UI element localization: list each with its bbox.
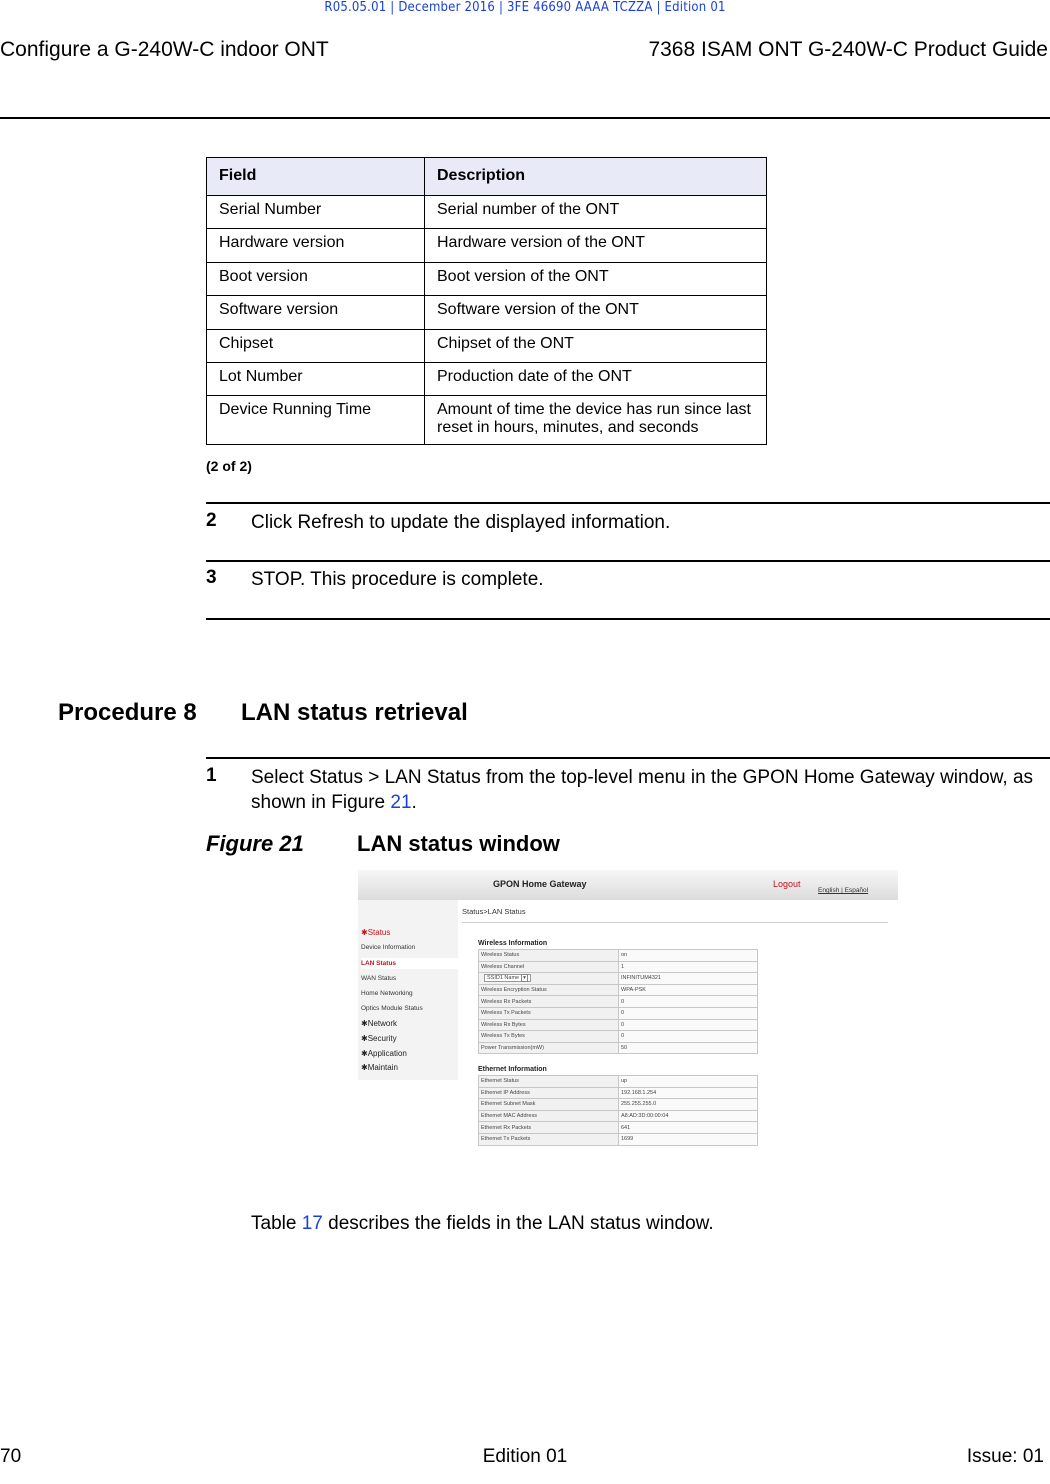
- step-rule: [206, 618, 1050, 620]
- menu-status[interactable]: [361, 928, 390, 937]
- field-description-table: [206, 157, 767, 445]
- table-row: [479, 1007, 758, 1019]
- table-reference-paragraph: [251, 1213, 714, 1235]
- ssid-select-cell: [479, 973, 619, 985]
- table-row: [207, 362, 767, 395]
- menu-network-label: Network: [367, 1019, 398, 1028]
- wireless-value: 50: [619, 1042, 758, 1054]
- menu-optics-module-status[interactable]: Optics Module Status: [361, 1005, 423, 1012]
- footer-issue: Issue: 01: [966, 1446, 1044, 1467]
- ethernet-section-title: Ethernet Information: [478, 1066, 547, 1073]
- ssid-select-value: SSID1 Name: [487, 975, 520, 982]
- table-row: [479, 1099, 758, 1111]
- edition-watermark: R05.05.01 | December 2016 | 3FE 46690 AAAA TCZZA | Edition 01: [324, 0, 726, 15]
- wireless-key: Power Transmission(mW): [479, 1042, 619, 1054]
- ethernet-key: Ethernet IP Address: [479, 1087, 619, 1099]
- wireless-value: 0: [619, 996, 758, 1008]
- wireless-key: Wireless Rx Bytes: [479, 1019, 619, 1031]
- wireless-key: Wireless Tx Packets: [479, 1007, 619, 1019]
- running-header-left: Configure a G-240W-C indoor ONT: [0, 38, 329, 61]
- table-cell-field: Device Running Time: [207, 396, 425, 445]
- figure-title: LAN status window: [357, 831, 560, 856]
- menu-expand-icon: ✱: [361, 1063, 368, 1072]
- lan-status-screenshot: [358, 870, 898, 1150]
- step-number: 1: [206, 765, 217, 786]
- gateway-title-bar: [358, 870, 898, 900]
- wireless-value: WPA-PSK: [619, 984, 758, 996]
- wireless-value: 0: [619, 1031, 758, 1043]
- table-cell-description: Hardware version of the ONT: [425, 229, 767, 262]
- ethernet-info-table: [478, 1075, 758, 1146]
- menu-expand-icon: ✱: [361, 1034, 368, 1043]
- menu-wan-status[interactable]: WAN Status: [361, 975, 397, 982]
- logout-link[interactable]: Logout: [773, 879, 801, 889]
- step-rule: [206, 757, 1050, 759]
- step-text: [251, 765, 1050, 815]
- table-row: [479, 961, 758, 973]
- wireless-value: INFINITUM4321: [619, 973, 758, 985]
- gateway-app-title: GPON Home Gateway: [493, 879, 587, 889]
- table-cell-description: Boot version of the ONT: [425, 262, 767, 295]
- ethernet-key: Ethernet Tx Packets: [479, 1133, 619, 1145]
- table-continuation: (2 of 2): [206, 458, 252, 474]
- ethernet-value: 641: [619, 1122, 758, 1134]
- wireless-key: Wireless Encryption Status: [479, 984, 619, 996]
- running-header-right: 7368 ISAM ONT G-240W-C Product Guide: [648, 38, 1048, 61]
- step-text-end: .: [411, 792, 417, 813]
- table-cell-field: Chipset: [207, 329, 425, 362]
- step-text: Click Refresh to update the displayed information.: [251, 512, 671, 533]
- table-cell-description: Production date of the ONT: [425, 362, 767, 395]
- menu-status-label: Status: [367, 928, 391, 937]
- header-rule: [0, 117, 1050, 119]
- ethernet-key: Ethernet Rx Packets: [479, 1122, 619, 1134]
- page-number: 70: [0, 1446, 22, 1467]
- table-row: [479, 984, 758, 996]
- table-link[interactable]: 17: [301, 1213, 323, 1234]
- wireless-key: Wireless Channel: [479, 961, 619, 973]
- table-row: [207, 329, 767, 362]
- menu-device-information[interactable]: Device Information: [361, 944, 416, 951]
- ssid-select[interactable]: [484, 974, 531, 982]
- table-cell-field: Serial Number: [207, 196, 425, 229]
- menu-security-label: Security: [367, 1034, 397, 1043]
- table-cell-description: Serial number of the ONT: [425, 196, 767, 229]
- table-cell-description: Software version of the ONT: [425, 296, 767, 329]
- ethernet-value: 1699: [619, 1133, 758, 1145]
- ethernet-value: 192.168.1.254: [619, 1087, 758, 1099]
- step-number: 3: [206, 567, 217, 588]
- table-row: [479, 1122, 758, 1134]
- table-header-field: Field: [207, 158, 425, 196]
- menu-home-networking[interactable]: Home Networking: [361, 990, 413, 997]
- menu-application[interactable]: [361, 1049, 407, 1058]
- wireless-value: 1: [619, 961, 758, 973]
- table-row: [479, 1076, 758, 1088]
- table-row: [207, 196, 767, 229]
- table-cell-field: Boot version: [207, 262, 425, 295]
- wireless-value: on: [619, 950, 758, 962]
- menu-expand-icon: ✱: [361, 1019, 368, 1028]
- figure-label: Figure 21: [206, 831, 304, 856]
- table-cell-description: Amount of time the device has run since last reset in hours, minutes, and seconds: [425, 396, 767, 445]
- table-header-row: [207, 158, 767, 196]
- table-cell-field: Hardware version: [207, 229, 425, 262]
- table-row: [207, 296, 767, 329]
- ethernet-key: Ethernet MAC Address: [479, 1110, 619, 1122]
- ethernet-key: Ethernet Subnet Mask: [479, 1099, 619, 1111]
- ethernet-value: up: [619, 1076, 758, 1088]
- language-links[interactable]: English | Español: [818, 887, 869, 894]
- step-text-body: Select Status > LAN Status from the top-level menu in the GPON Home Gateway window, as shown in Figure: [251, 767, 1034, 813]
- procedure-title: LAN status retrieval: [241, 699, 468, 726]
- table-row: [479, 950, 758, 962]
- wireless-section-title: Wireless Information: [478, 940, 548, 947]
- ethernet-value: 255.255.255.0: [619, 1099, 758, 1111]
- paragraph-pre: Table: [251, 1213, 302, 1234]
- menu-network[interactable]: [361, 1019, 397, 1028]
- paragraph-post: describes the fields in the LAN status window.: [322, 1213, 714, 1234]
- wireless-info-table: [478, 949, 758, 1054]
- menu-expand-icon: ✱: [361, 928, 368, 937]
- wireless-key: Wireless Tx Bytes: [479, 1031, 619, 1043]
- footer-edition: Edition 01: [482, 1446, 568, 1467]
- menu-maintain[interactable]: [361, 1063, 398, 1072]
- table-row: [479, 1031, 758, 1043]
- wireless-value: 0: [619, 1007, 758, 1019]
- table-row: [479, 1042, 758, 1054]
- menu-lan-status[interactable]: LAN Status: [361, 958, 458, 969]
- table-cell-description: Chipset of the ONT: [425, 329, 767, 362]
- table-row: [479, 1133, 758, 1145]
- procedure-label: Procedure 8: [58, 699, 197, 726]
- table-row: [479, 1110, 758, 1122]
- figure-link[interactable]: 21: [390, 792, 412, 813]
- step-rule: [206, 502, 1050, 504]
- wireless-key: Wireless Status: [479, 950, 619, 962]
- menu-security[interactable]: [361, 1034, 397, 1043]
- menu-application-label: Application: [367, 1049, 407, 1058]
- breadcrumb-divider: [462, 922, 888, 923]
- chevron-down-icon: ▾: [523, 975, 526, 982]
- ethernet-key: Ethernet Status: [479, 1076, 619, 1088]
- step-number: 2: [206, 510, 217, 531]
- table-row: [479, 996, 758, 1008]
- ethernet-value: A8:AD:3D:00:00:04: [619, 1110, 758, 1122]
- wireless-value: 0: [619, 1019, 758, 1031]
- table-header-description: Description: [425, 158, 767, 196]
- table-row: [207, 262, 767, 295]
- table-row: [479, 1019, 758, 1031]
- table-row: [207, 229, 767, 262]
- wireless-key: Wireless Rx Packets: [479, 996, 619, 1008]
- menu-expand-icon: ✱: [361, 1049, 368, 1058]
- breadcrumb: Status>LAN Status: [462, 907, 526, 916]
- menu-maintain-label: Maintain: [367, 1063, 398, 1072]
- table-row: [479, 1087, 758, 1099]
- table-row: [479, 973, 758, 985]
- step-text: STOP. This procedure is complete.: [251, 569, 544, 590]
- table-cell-field: Lot Number: [207, 362, 425, 395]
- table-cell-field: Software version: [207, 296, 425, 329]
- step-rule: [206, 560, 1050, 562]
- table-row: [207, 396, 767, 445]
